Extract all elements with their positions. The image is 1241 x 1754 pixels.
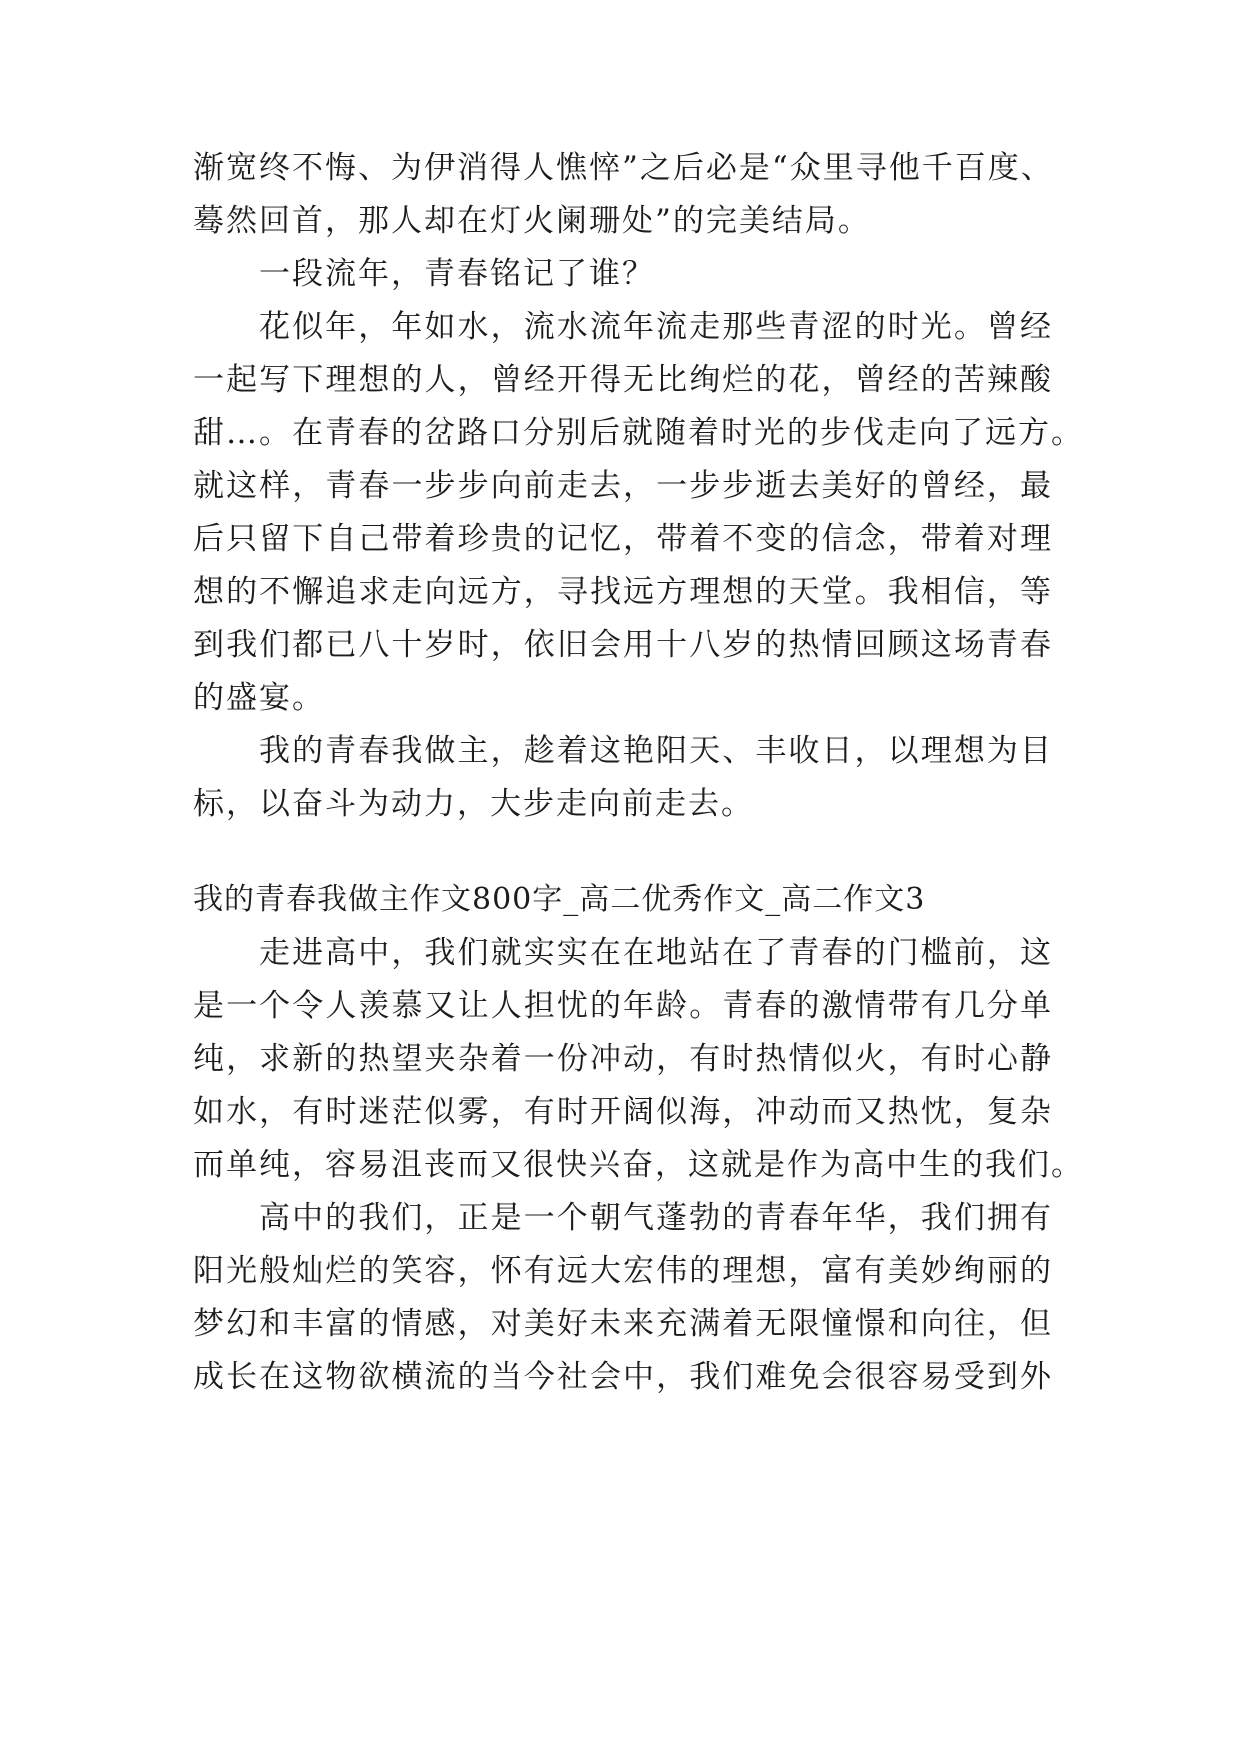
text-line: 如水，有时迷茫似雾，有时开阔似海，冲动而又热忱，复杂 — [193, 1094, 1053, 1130]
article-title: 我的青春我做主作文800字_高二优秀作文_高二作文3 — [193, 882, 926, 917]
text-line: 渐宽终不悔、为伊消得人憔悴”之后必是“众里寻他千百度、 — [193, 150, 1054, 186]
text-line: 走进高中，我们就实实在在地站在了青春的门槛前，这 — [259, 935, 1053, 971]
text-line: 甜…。在青春的岔路口分别后就随着时光的步伐走向了远方。 — [193, 415, 1084, 451]
text-line: 的盛宴。 — [193, 680, 325, 716]
text-line: 就这样，青春一步步向前走去，一步步逝去美好的曾经，最 — [193, 468, 1053, 504]
text-line: 花似年，年如水，流水流年流走那些青涩的时光。曾经 — [259, 309, 1053, 345]
text-line: 一起写下理想的人，曾经开得无比绚烂的花，曾经的苦辣酸 — [193, 362, 1053, 398]
text-line: 蓦然回首，那人却在灯火阑珊处”的完美结局。 — [193, 203, 871, 239]
text-line: 后只留下自己带着珍贵的记忆，带着不变的信念，带着对理 — [193, 521, 1053, 557]
text-line: 标，以奋斗为动力，大步走向前走去。 — [193, 786, 754, 822]
text-line: 而单纯，容易沮丧而又很快兴奋，这就是作为高中生的我们。 — [193, 1147, 1084, 1183]
text-line: 一段流年，青春铭记了谁？ — [259, 256, 655, 292]
text-line: 到我们都已八十岁时，依旧会用十八岁的热情回顾这场青春 — [193, 627, 1053, 663]
text-line: 高中的我们，正是一个朝气蓬勃的青春年华，我们拥有 — [259, 1200, 1053, 1236]
text-line: 我的青春我做主，趁着这艳阳天、丰收日，以理想为目 — [259, 733, 1053, 769]
text-line: 成长在这物欲横流的当今社会中，我们难免会很容易受到外 — [193, 1359, 1053, 1395]
text-line: 是一个令人羡慕又让人担忧的年龄。青春的激情带有几分单 — [193, 988, 1053, 1024]
text-line: 梦幻和丰富的情感，对美好未来充满着无限憧憬和向往，但 — [193, 1306, 1053, 1342]
text-line: 想的不懈追求走向远方，寻找远方理想的天堂。我相信，等 — [193, 574, 1053, 610]
text-line: 纯，求新的热望夹杂着一份冲动，有时热情似火，有时心静 — [193, 1041, 1053, 1077]
text-line: 阳光般灿烂的笑容，怀有远大宏伟的理想，富有美妙绚丽的 — [193, 1253, 1053, 1289]
